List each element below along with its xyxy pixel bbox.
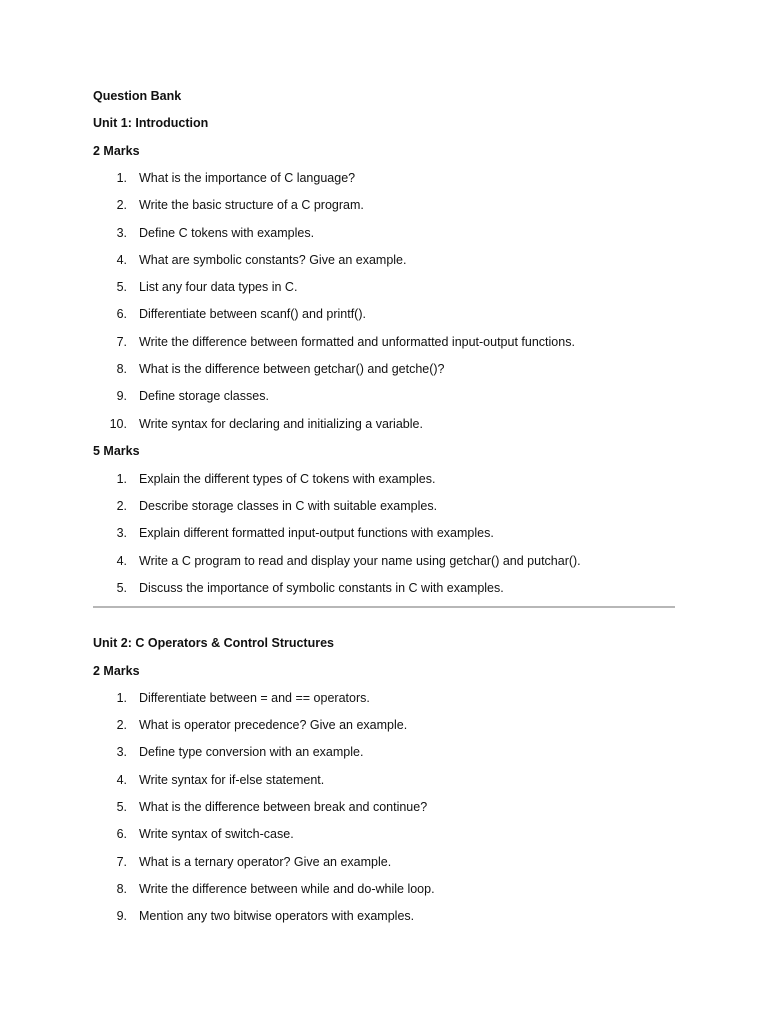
list-item-number: 5. (116, 280, 127, 294)
list-item-number: 2. (116, 499, 127, 513)
list-item-number: 1. (116, 691, 127, 705)
list-item-number: 3. (116, 226, 127, 240)
list-item: Write syntax for declaring and initializing a variable. (139, 417, 423, 431)
list-item: What is a ternary operator? Give an example. (139, 855, 392, 869)
list-item-number: 4. (116, 773, 127, 787)
list-item-number: 1. (116, 472, 127, 486)
list-item-number: 4. (116, 253, 127, 267)
list-item-number: 2. (116, 198, 127, 212)
list-item: Define type conversion with an example. (139, 745, 364, 759)
document-title: Question Bank (93, 89, 182, 103)
list-item: Differentiate between scanf() and printf(). (139, 307, 366, 321)
list-item: Write a C program to read and display your name using getchar() and putchar(). (139, 554, 581, 568)
list-item-number: 6. (116, 827, 127, 841)
list-item-number: 8. (116, 882, 127, 896)
list-item: What are symbolic constants? Give an example. (139, 253, 407, 267)
list-item-number: 3. (116, 745, 127, 759)
list-item-number: 8. (116, 362, 127, 376)
list-item-number: 4. (116, 554, 127, 568)
list-item-number: 6. (116, 307, 127, 321)
unit-1-title: Unit 1: Introduction (93, 116, 209, 130)
unit-2-section-2-marks: 2 Marks (93, 664, 140, 678)
list-item: What is the difference between getchar() and getche()? (139, 362, 445, 376)
list-item: Describe storage classes in C with suitable examples. (139, 499, 438, 513)
list-item-number: 9. (116, 389, 127, 403)
list-item: Explain the different types of C tokens with examples. (139, 472, 436, 486)
list-item: Discuss the importance of symbolic constants in C with examples. (139, 581, 504, 595)
list-item-number: 7. (116, 335, 127, 349)
list-item: Define storage classes. (139, 389, 269, 403)
list-item: Write syntax of switch-case. (139, 827, 294, 841)
list-item: What is the difference between break and continue? (139, 800, 428, 814)
list-item: Define C tokens with examples. (139, 226, 315, 240)
list-item: What is operator precedence? Give an example. (139, 718, 408, 732)
list-item-number: 2. (116, 718, 127, 732)
list-item: Differentiate between = and == operators. (139, 691, 370, 705)
list-item: Write the basic structure of a C program. (139, 198, 364, 212)
unit-1-section-2-marks: 2 Marks (93, 144, 140, 158)
list-item-number: 5. (116, 581, 127, 595)
list-item-number: 5. (116, 800, 127, 814)
list-item: Explain different formatted input-output functions with examples. (139, 526, 494, 540)
list-item-number: 3. (116, 526, 127, 540)
unit-2-title: Unit 2: C Operators & Control Structures (93, 636, 334, 650)
list-item-number: 10. (109, 417, 127, 431)
list-item: List any four data types in C. (139, 280, 298, 294)
unit-1-section-5-marks: 5 Marks (93, 444, 140, 458)
list-item-number: 7. (116, 855, 127, 869)
list-item-number: 9. (116, 909, 127, 923)
list-item: What is the importance of C language? (139, 171, 356, 185)
section-divider (93, 606, 675, 608)
list-item: Write the difference between formatted and unformatted input-output functions. (139, 335, 575, 349)
list-item: Mention any two bitwise operators with examples. (139, 909, 415, 923)
list-item: Write syntax for if-else statement. (139, 773, 325, 787)
list-item-number: 1. (116, 171, 127, 185)
list-item: Write the difference between while and do-while loop. (139, 882, 435, 896)
